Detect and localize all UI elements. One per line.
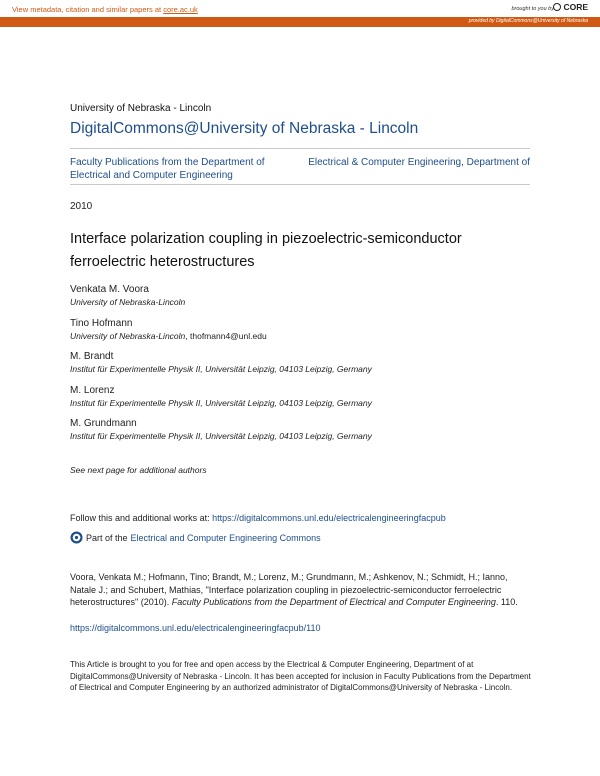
divider-top (70, 148, 530, 149)
follow-label: Follow this and additional works at: (70, 513, 213, 523)
open-access-notice: This Article is brought to you for free and open access by the Electrical & Computer Engineering, Department of at DigitalCommons@University of Nebraska - Lincoln. It has been accepted for inclusion in Faculty Publications from the Department of Electrical and Computer Engineering by an authorized administrator of DigitalCommons@University of Nebraska - Lincoln. (70, 660, 531, 692)
core-metadata-link[interactable] (12, 5, 198, 14)
affiliation-text: Institut für Experimentelle Physik II, Universität Leipzig, 04103 Leipzig, Germany (70, 397, 372, 408)
author-affiliation (70, 397, 540, 409)
open-access-icon (70, 531, 83, 544)
provider-strip (0, 17, 600, 27)
author-affiliation (70, 430, 540, 442)
core-metadata-text: View metadata, citation and similar papers at (12, 5, 164, 14)
author-name: Venkata M. Voora (70, 284, 149, 295)
follow-line (70, 513, 446, 523)
author-name: M. Grundmann (70, 418, 137, 429)
author-name: Tino Hofmann (70, 317, 133, 329)
author-entry (70, 318, 540, 342)
core-logo-icon (553, 3, 561, 11)
author-entry (70, 284, 540, 308)
core-ac-link[interactable]: core.ac.uk (163, 5, 198, 14)
citation-text: Voora, Venkata M.; Hofmann, Tino; Brandt, M.; Lorenz, M.; Grundmann, M.; Ashkenov, N.; Schmidt, H.; Ianno, Natale J.; and Schubert, Mathias, "Interface polarization coupling in piezoelectric-semiconductor ferroelectric heterostructures" (2010). (70, 572, 508, 607)
author-affiliation (70, 363, 540, 375)
affiliation-text: University of Nebraska-Lincoln (70, 297, 186, 307)
provided-by-text: provided by DigitalCommons@University of Nebraska (468, 18, 588, 24)
paper-title: Interface polarization coupling in piezoelectric-semiconductor ferroelectric heterostructures (70, 231, 462, 270)
author-affiliation (70, 330, 540, 342)
affiliation-text: University of Nebraska-Lincoln (70, 330, 186, 341)
collection-link-left[interactable]: Faculty Publications from the Department of Electrical and Computer Engineering (70, 157, 265, 181)
author-name: M. Brandt (70, 351, 114, 362)
citation-url-link[interactable]: https://digitalcommons.unl.edu/electricalengineeringfacpub/110 (70, 623, 321, 633)
repository-title[interactable]: DigitalCommons@University of Nebraska - Lincoln (70, 120, 419, 137)
institution-name: University of Nebraska - Lincoln (70, 103, 212, 114)
author-list (70, 284, 540, 452)
brought-by-text: brought to you by (511, 6, 554, 12)
affiliation-text: Institut für Experimentelle Physik II, Universität Leipzig, 04103 Leipzig, Germany (70, 364, 372, 374)
author-affiliation (70, 296, 540, 308)
part-of-label: Part of the (86, 532, 128, 543)
author-entry (70, 351, 540, 375)
author-name: M. Lorenz (70, 384, 115, 396)
citation-journal: Faculty Publications from the Department of Electrical and Computer Engineering (171, 597, 496, 607)
affiliation-text: Institut für Experimentelle Physik II, Universität Leipzig, 04103 Leipzig, Germany (70, 431, 372, 441)
author-email: , thofmann4@unl.edu (185, 330, 267, 341)
publication-year: 2010 (70, 201, 93, 212)
divider-bottom (70, 184, 530, 185)
follow-url-link[interactable]: https://digitalcommons.unl.edu/electricalengineeringfacpub (212, 513, 446, 523)
core-logo[interactable] (553, 2, 588, 12)
collection-link-right[interactable]: Electrical & Computer Engineering, Department of (308, 157, 530, 168)
commons-link[interactable]: Electrical and Computer Engineering Commons (130, 532, 321, 543)
recommended-citation (70, 571, 535, 609)
author-entry (70, 418, 540, 442)
core-logo-text: CORE (563, 2, 588, 12)
part-of-line (70, 531, 321, 544)
author-entry (70, 385, 540, 409)
see-next-page-note: See next page for additional authors (70, 465, 207, 475)
citation-number: . 110. (495, 597, 518, 607)
